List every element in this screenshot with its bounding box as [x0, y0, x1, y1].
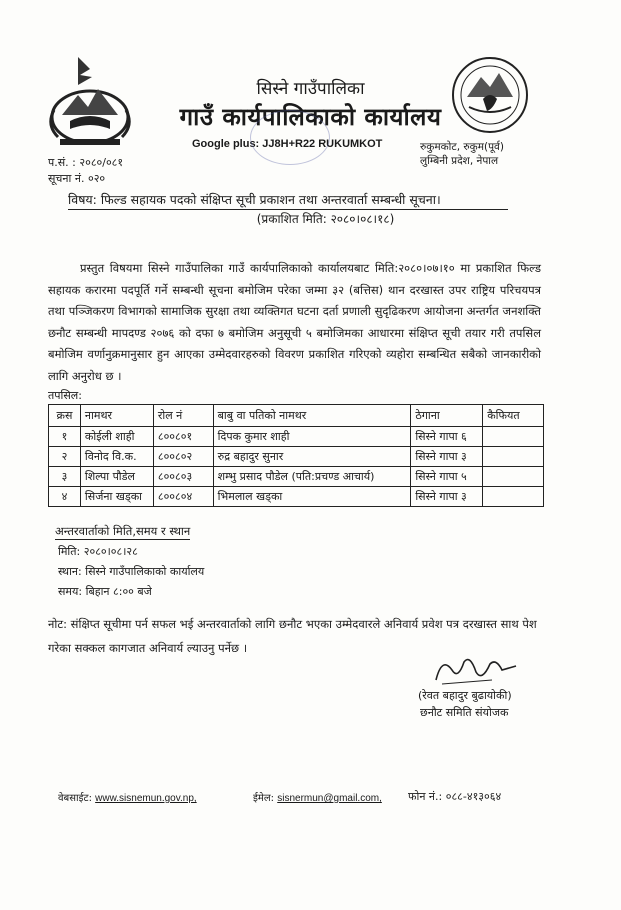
- office-province: लुम्बिनी प्रदेश, नेपाल: [420, 155, 499, 167]
- notice-body: प्रस्तुत विषयमा सिस्ने गाउँपालिका गाउँ कार्यपालिकाको कार्यालयबाट मिति:२०८०।०७।१० मा प्रकाशित फिल्ड सहायक करारमा पदपूर्ति गर्ने सम्बन्धी सूचना बमोजिम परेका जम्मा ३२ (बत्तिस) थान दरखास्त उपर राष्ट्रिय परिचयपत्र तथा पञ्जिकरण विभागको सामाजिक सुरक्षा तथा व्यक्तिगत घटना दर्ता प्रणाली सुदृढिकरण आयोजना अन्तर्गत जनशक्ति छनौट सम्बन्धी मापदण्ड २०७६ को दफा ७ बमोजिम अनुसूची ५ बमोजिमका आधारमा संक्षिप्त सूची तयार गरी तपसिल बमोजिम वर्णानुक्रमानुसार हुन आएका उम्मेदवारहरुको विवरण प्रकाशित गरिएको व्यहोरा सम्बन्धित सबैको जानकारीको लागि अनुरोध छ ।: [48, 261, 541, 383]
- address-cell: सिस्ने गापा ५: [411, 467, 483, 487]
- footer-website: [58, 790, 197, 804]
- column-header: क्रस: [49, 405, 81, 427]
- website-link[interactable]: www.sisnemun.gov.np,: [95, 793, 197, 804]
- name-cell: कोईली शाही: [80, 427, 153, 447]
- footer-phone: फोन नं.: ०८८-४१३०६४: [408, 790, 502, 803]
- serial-cell: २: [49, 447, 81, 467]
- handwritten-signature: [432, 650, 522, 690]
- serial-cell: ४: [49, 487, 81, 507]
- notice-subject: विषय: फिल्ड सहायक पदको संक्षिप्त सूची प्रकाशन तथा अन्तरवार्ता सम्बन्धी सूचना।: [68, 191, 508, 210]
- candidate-table: [48, 404, 544, 507]
- parent-cell: भिमलाल खड्का: [213, 487, 411, 507]
- interview-date: मिति: २०८०।०८।२८: [58, 545, 138, 558]
- interview-heading: अन्तरवार्ताको मिति,समय र स्थान: [55, 524, 191, 538]
- signatory-name: (रेवत बहादुर बुढायोकी): [418, 689, 512, 702]
- office-name: गाउँ कार्यपालिकाको कार्यालय: [179, 103, 442, 131]
- signatory-title: छनौट समिति संयोजक: [420, 706, 509, 719]
- footer-email: [253, 790, 382, 804]
- roll-cell: ८००८०२: [153, 447, 213, 467]
- name-cell: सिर्जना खड्का: [80, 487, 153, 507]
- office-stamp: [250, 110, 330, 165]
- serial-cell: १: [49, 427, 81, 447]
- remarks-cell: [483, 487, 544, 507]
- letter-reference-number: प.सं. : २०८०/०८१: [48, 156, 124, 169]
- table-row: [49, 427, 544, 447]
- column-header: नामथर: [80, 405, 153, 427]
- address-cell: सिस्ने गापा ६: [411, 427, 483, 447]
- table-row: [49, 487, 544, 507]
- serial-cell: ३: [49, 467, 81, 487]
- table-label: तपसिल:: [48, 389, 82, 402]
- remarks-cell: [483, 427, 544, 447]
- email-label: ईमेल:: [253, 793, 275, 804]
- interview-time: समय: बिहान ८:०० बजे: [58, 585, 152, 598]
- municipality-name: सिस्ने गाउँपालिका: [256, 79, 365, 99]
- name-cell: शिल्पा पौडेल: [80, 467, 153, 487]
- important-note: नोट: संक्षिप्त सूचीमा पर्न सफल भई अन्तरवार्ताको लागि छनौट भएका उम्मेदवारले अनिवार्य प्रवेश पत्र दरखास्त साथ पेश गरेका सक्कल कागजात अनिवार्य ल्याउनु पर्नेछ ।: [48, 617, 537, 655]
- column-header: ठेगाना: [411, 405, 483, 427]
- table-row: [49, 467, 544, 487]
- google-plus-code: Google plus: JJ8H+R22 RUKUMKOT: [192, 138, 383, 150]
- remarks-cell: [483, 467, 544, 487]
- notice-number: सूचना नं. ०२०: [48, 172, 106, 185]
- column-header: बाबु वा पतिको नामथर: [213, 405, 411, 427]
- parent-cell: दिपक कुमार शाही: [213, 427, 411, 447]
- table-row: [49, 447, 544, 467]
- column-header: कैफियत: [483, 405, 544, 427]
- address-cell: सिस्ने गापा ३: [411, 447, 483, 467]
- office-location: रुकुमकोट, रुकुम(पूर्व): [420, 141, 504, 153]
- name-cell: विनोद वि.क.: [80, 447, 153, 467]
- interview-place: स्थान: सिस्ने गाउँपालिकाको कार्यालय: [58, 565, 205, 578]
- roll-cell: ८००८०३: [153, 467, 213, 487]
- website-label: वेबसाईट:: [58, 793, 92, 804]
- roll-cell: ८००८०४: [153, 487, 213, 507]
- published-date: (प्रकाशित मिति: २०८०।०८।१८): [256, 212, 395, 226]
- parent-cell: शम्भु प्रसाद पौडेल (पति:प्रचण्ड आचार्य): [213, 467, 411, 487]
- parent-cell: रुद्र बहादुर सुनार: [213, 447, 411, 467]
- address-cell: सिस्ने गापा ३: [411, 487, 483, 507]
- table-header-row: [49, 405, 544, 427]
- email-link[interactable]: sisnermun@gmail.com,: [277, 793, 382, 804]
- roll-cell: ८००८०१: [153, 427, 213, 447]
- column-header: रोल नं: [153, 405, 213, 427]
- remarks-cell: [483, 447, 544, 467]
